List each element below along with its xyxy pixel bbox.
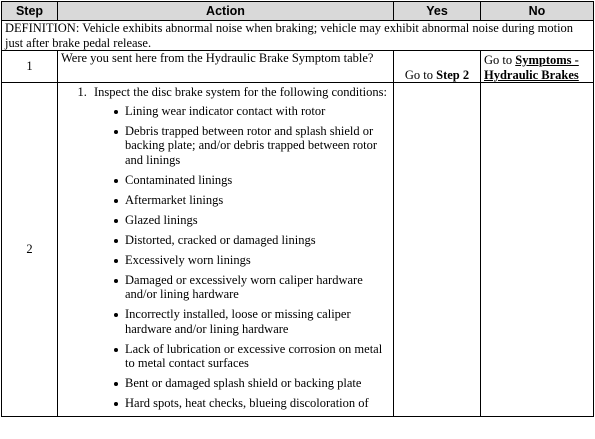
bullet-icon [114, 219, 118, 223]
bullet-icon [114, 239, 118, 243]
header-step: Step [2, 2, 58, 21]
condition-text: Glazed linings [125, 212, 198, 227]
inspection-list [61, 85, 390, 411]
bullet-icon [114, 259, 118, 263]
bullet-icon [114, 199, 118, 203]
condition-text: Damaged or excessively worn caliper hardware and/or lining hardware [125, 272, 363, 301]
condition-text: Debris trapped between rotor and splash shield or backing plate; and/or debris trapped between rotor and linings [125, 123, 377, 167]
symptoms-hydraulic-brakes-link[interactable]: Symptoms - Hydraulic Brakes [484, 53, 579, 82]
yes-prefix: Go to [404, 67, 437, 82]
step-number-1: 1 [2, 51, 58, 83]
step-1-action: Were you sent here from the Hydraulic Brake Symptom table? [58, 51, 394, 83]
condition-text: Distorted, cracked or damaged linings [125, 232, 316, 247]
bullet-icon [114, 279, 118, 283]
conditions-list [94, 104, 390, 411]
header-no: No [481, 2, 594, 21]
condition-text: Incorrectly installed, loose or missing caliper hardware and/or lining hardware [125, 307, 351, 336]
bullet-icon [114, 313, 118, 317]
no-prefix: Go to [484, 53, 516, 67]
inspection-item [90, 85, 390, 411]
bullet-icon [114, 179, 118, 183]
list-item [114, 173, 390, 188]
list-item [114, 233, 390, 248]
list-item [114, 396, 390, 411]
condition-text: Lack of lubrication or excessive corrosion on metal to metal contact surfaces [125, 341, 383, 370]
condition-text: Lining wear indicator contact with rotor [125, 103, 326, 118]
step-2-yes [394, 83, 481, 417]
list-item [114, 104, 390, 119]
condition-text: Excessively worn linings [125, 252, 251, 267]
header-row [2, 2, 594, 21]
list-item [114, 342, 390, 371]
condition-text: Hard spots, heat checks, blueing discoloration of [125, 396, 369, 410]
table-row-step-1 [2, 51, 594, 83]
bullet-icon [114, 402, 118, 406]
list-item [114, 273, 390, 302]
condition-text: Bent or damaged splash shield or backing plate [125, 376, 362, 390]
header-action: Action [58, 2, 394, 21]
header-yes: Yes [394, 2, 481, 21]
table-row-step-2 [2, 83, 594, 417]
bullet-icon [114, 348, 118, 352]
goto-step-2-link[interactable]: Step 2 [436, 67, 470, 82]
step-1-no [481, 51, 594, 83]
list-item [114, 193, 390, 208]
list-item [114, 213, 390, 228]
definition-row [2, 21, 594, 51]
list-item [114, 376, 390, 391]
condition-text: Aftermarket linings [125, 192, 224, 207]
step-2-no [481, 83, 594, 417]
inspection-instruction: Inspect the disc brake system for the following conditions: [94, 85, 387, 99]
step-2-action [58, 83, 394, 417]
diagnostic-table [1, 1, 594, 417]
list-item [114, 124, 390, 168]
bullet-icon [114, 110, 118, 114]
list-item [114, 307, 390, 336]
step-1-yes [394, 51, 481, 83]
list-item [114, 253, 390, 268]
step-number-2: 2 [2, 83, 58, 417]
definition-text: DEFINITION: Vehicle exhibits abnormal noise when braking; vehicle may exhibit abnormal noise during motion just after brake pedal release. [2, 21, 594, 51]
bullet-icon [114, 130, 118, 134]
condition-text: Contaminated linings [125, 172, 233, 187]
bullet-icon [114, 382, 118, 386]
